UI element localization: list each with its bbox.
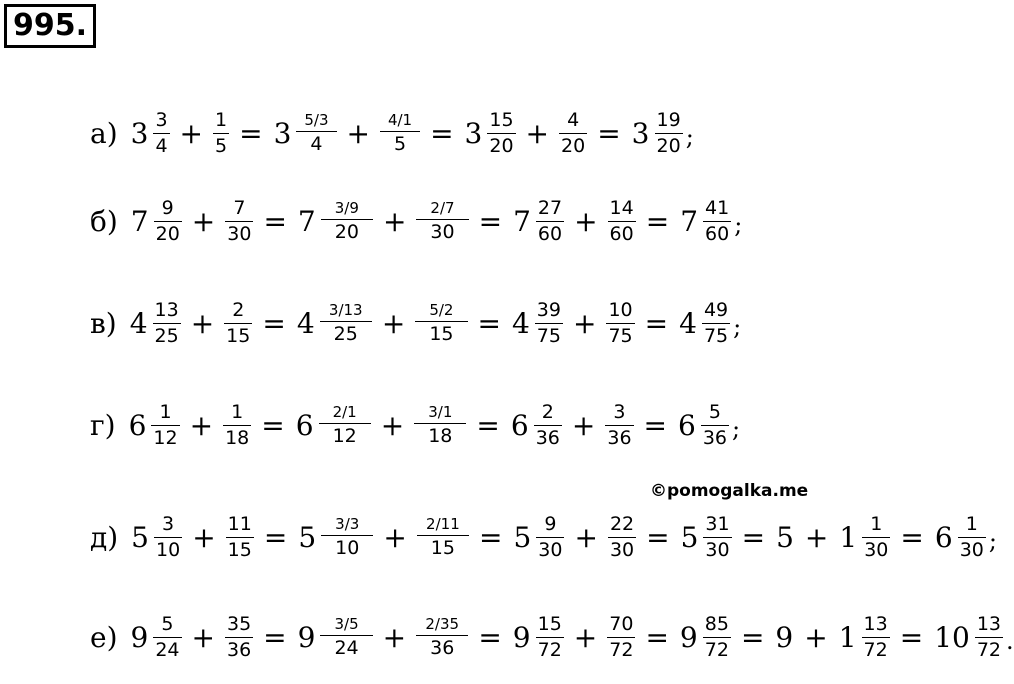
whole-number: 6 — [510, 408, 529, 442]
fraction-with-multiplier — [416, 200, 468, 242]
numerator: 2 — [232, 299, 245, 321]
denominator: 30 — [538, 538, 563, 561]
denominator: 25 — [154, 324, 179, 347]
numerator: 70 — [609, 613, 634, 635]
operator: = — [645, 620, 669, 654]
operator: + — [191, 204, 216, 238]
fraction — [862, 614, 890, 661]
operator: = — [430, 116, 454, 150]
whole-number: 1 — [839, 520, 858, 554]
operator: = — [262, 306, 286, 340]
fraction-with-multiplier — [320, 302, 372, 344]
fraction-with-multiplier — [321, 516, 373, 558]
fraction — [213, 110, 229, 157]
fraction — [559, 110, 587, 157]
whole-number: 7 — [680, 204, 699, 238]
numerator: 1 — [231, 401, 244, 423]
denominator: 18 — [225, 426, 250, 449]
whole-number: 5 — [131, 520, 149, 554]
fraction — [608, 514, 636, 561]
denominator: 30 — [705, 538, 730, 561]
numerator: 49 — [703, 299, 729, 321]
fraction-with-multiplier — [321, 200, 373, 242]
whole-number: 9 — [297, 620, 316, 654]
numerator: 5 — [161, 613, 174, 635]
multiplier-hint: 5/3 — [304, 111, 329, 130]
multiplier-hint: 2/7 — [430, 199, 455, 218]
numerator: 1 — [159, 401, 172, 423]
equation-row-a — [90, 110, 694, 157]
denominator: 60 — [705, 222, 730, 245]
operator: + — [192, 520, 216, 554]
watermark: ©pomogalka.me — [650, 481, 809, 501]
multiplier-hint: 3/1 — [428, 403, 453, 422]
numerator: 19 — [656, 109, 681, 131]
denominator: 75 — [536, 324, 561, 347]
denominator: 36 — [702, 426, 728, 449]
denominator: 15 — [415, 321, 467, 345]
row-label: г) — [90, 408, 116, 442]
fraction — [608, 198, 636, 245]
fraction-with-multiplier — [320, 616, 372, 658]
operator: = — [239, 116, 263, 150]
denominator: 75 — [608, 324, 633, 347]
fraction-with-multiplier — [319, 404, 371, 446]
whole-number: 9 — [679, 620, 698, 654]
denominator: 72 — [609, 638, 634, 661]
whole-number: 6 — [295, 408, 314, 442]
fraction-with-multiplier — [380, 112, 420, 154]
whole-number: 3 — [273, 116, 292, 150]
numerator: 4 — [567, 109, 580, 131]
end-punctuation: . — [1006, 626, 1014, 655]
whole-number: 9 — [130, 620, 149, 654]
whole-number: 7 — [130, 204, 149, 238]
row-label: б) — [90, 204, 118, 238]
denominator: 20 — [656, 134, 681, 157]
denominator: 60 — [609, 222, 634, 245]
fraction — [703, 514, 731, 561]
numerator: 10 — [608, 299, 633, 321]
fraction — [153, 110, 169, 157]
whole-number: 6 — [128, 408, 147, 442]
operator: = — [645, 204, 670, 238]
operator: = — [263, 620, 287, 654]
operator: = — [263, 204, 287, 238]
whole-number: 3 — [130, 116, 149, 150]
whole-number: 3 — [631, 116, 650, 150]
operator: = — [644, 306, 669, 340]
multiplier-hint: 4/1 — [387, 111, 413, 130]
whole-number: 5 — [776, 520, 794, 554]
denominator: 20 — [155, 222, 180, 245]
denominator: 30 — [959, 538, 984, 561]
denominator: 10 — [321, 535, 373, 559]
denominator: 60 — [537, 222, 563, 245]
operator: = — [478, 520, 503, 554]
fraction-with-multiplier — [417, 516, 469, 558]
numerator: 31 — [705, 513, 730, 535]
numerator: 3 — [613, 401, 626, 423]
whole-number: 4 — [511, 306, 530, 340]
denominator: 36 — [607, 426, 632, 449]
operator: + — [190, 306, 215, 340]
operator: = — [477, 306, 501, 340]
numerator: 27 — [537, 197, 563, 219]
denominator: 30 — [227, 222, 252, 245]
operator: + — [573, 620, 598, 654]
operator: = — [476, 408, 500, 442]
operator: + — [346, 116, 370, 150]
end-punctuation: ; — [734, 210, 743, 239]
whole-number: 6 — [678, 408, 696, 442]
denominator: 75 — [703, 324, 729, 347]
operator: + — [525, 116, 550, 150]
whole-number: 9 — [775, 620, 794, 654]
fraction — [702, 300, 730, 347]
multiplier-hint: 3/13 — [328, 301, 363, 320]
numerator: 13 — [863, 613, 888, 635]
end-punctuation: ; — [733, 312, 742, 341]
denominator: 72 — [976, 638, 1002, 661]
fraction — [224, 300, 252, 347]
operator: + — [804, 520, 829, 554]
end-punctuation: ; — [732, 414, 741, 443]
numerator: 1 — [870, 513, 883, 535]
exercise-number-badge: 995. — [4, 4, 96, 48]
operator: + — [382, 204, 407, 238]
denominator: 30 — [864, 538, 889, 561]
denominator: 5 — [215, 134, 228, 157]
denominator: 18 — [414, 423, 466, 447]
operator: + — [574, 520, 598, 554]
operator: = — [900, 520, 924, 554]
equation-row-d — [90, 514, 997, 561]
fraction — [606, 300, 634, 347]
numerator: 22 — [609, 513, 635, 535]
numerator: 2 — [541, 401, 554, 423]
equation-row-v — [90, 300, 741, 347]
fraction — [975, 614, 1003, 661]
numerator: 1 — [215, 109, 228, 131]
numerator: 15 — [537, 613, 562, 635]
fraction — [605, 402, 633, 449]
fraction — [535, 300, 563, 347]
fraction — [701, 402, 729, 449]
whole-number: 9 — [512, 620, 531, 654]
multiplier-hint: 3/3 — [335, 515, 360, 534]
numerator: 7 — [233, 197, 246, 219]
fraction-with-multiplier — [415, 302, 467, 344]
row-label: а) — [90, 116, 118, 150]
whole-number: 10 — [934, 620, 970, 654]
denominator: 20 — [489, 134, 514, 157]
multiplier-hint: 5/2 — [429, 301, 454, 320]
fraction — [151, 402, 179, 449]
operator: = — [643, 408, 668, 442]
denominator: 30 — [609, 538, 635, 561]
whole-number: 3 — [464, 116, 483, 150]
denominator: 5 — [380, 131, 420, 155]
denominator: 24 — [320, 635, 372, 659]
denominator: 36 — [416, 635, 468, 659]
fraction — [153, 614, 181, 661]
row-label: в) — [90, 306, 117, 340]
multiplier-hint: 2/11 — [426, 515, 460, 534]
whole-number: 4 — [679, 306, 697, 340]
end-punctuation: ; — [988, 526, 997, 555]
numerator: 9 — [161, 197, 174, 219]
denominator: 72 — [863, 638, 888, 661]
multiplier-hint: 3/9 — [334, 199, 359, 218]
numerator: 14 — [609, 197, 634, 219]
fraction — [223, 402, 251, 449]
numerator: 3 — [155, 109, 168, 131]
denominator: 30 — [416, 219, 468, 243]
numerator: 85 — [704, 613, 729, 635]
fraction — [958, 514, 986, 561]
whole-number: 7 — [297, 204, 316, 238]
denominator: 15 — [226, 324, 251, 347]
operator: + — [380, 408, 405, 442]
numerator: 13 — [154, 299, 179, 321]
operator: + — [571, 408, 596, 442]
denominator: 4 — [296, 131, 336, 155]
numerator: 35 — [226, 613, 252, 635]
whole-number: 5 — [680, 520, 699, 554]
numerator: 13 — [976, 613, 1002, 635]
multiplier-hint: 2/35 — [425, 615, 460, 634]
fraction — [153, 300, 181, 347]
denominator: 36 — [535, 426, 560, 449]
denominator: 12 — [153, 426, 178, 449]
multiplier-hint: 2/1 — [332, 403, 357, 422]
operator: = — [478, 204, 503, 238]
operator: = — [741, 520, 766, 554]
fraction — [703, 198, 731, 245]
denominator: 25 — [320, 321, 372, 345]
whole-number: 4 — [296, 306, 315, 340]
fraction-with-multiplier — [416, 616, 468, 658]
numerator: 11 — [227, 513, 252, 535]
whole-number: 1 — [838, 620, 857, 654]
operator: = — [740, 620, 765, 654]
denominator: 15 — [417, 535, 469, 559]
fraction — [534, 402, 562, 449]
operator: + — [382, 620, 407, 654]
equation-row-e — [90, 614, 1014, 661]
operator: + — [179, 116, 204, 150]
equation-row-b — [90, 198, 742, 245]
operator: = — [597, 116, 621, 150]
numerator: 5 — [708, 401, 721, 423]
numerator: 1 — [965, 513, 978, 535]
row-label: д) — [90, 520, 119, 554]
fraction — [607, 614, 635, 661]
numerator: 15 — [489, 109, 514, 131]
fraction — [536, 614, 564, 661]
fraction — [225, 614, 253, 661]
numerator: 3 — [162, 513, 175, 535]
operator: + — [383, 520, 407, 554]
operator: + — [381, 306, 406, 340]
multiplier-hint: 3/5 — [334, 615, 359, 634]
operator: = — [646, 520, 670, 554]
operator: = — [261, 408, 285, 442]
denominator: 20 — [561, 134, 586, 157]
whole-number: 5 — [298, 520, 317, 554]
row-label: е) — [90, 620, 118, 654]
numerator: 9 — [544, 513, 557, 535]
denominator: 20 — [321, 219, 373, 243]
operator: + — [572, 306, 597, 340]
denominator: 72 — [704, 638, 729, 661]
equation-row-g — [90, 402, 740, 449]
denominator: 12 — [319, 423, 371, 447]
operator: + — [574, 204, 598, 238]
fraction-with-multiplier — [296, 112, 336, 154]
operator: = — [899, 620, 924, 654]
denominator: 15 — [227, 538, 252, 561]
fraction — [154, 514, 182, 561]
whole-number: 5 — [513, 520, 532, 554]
operator: + — [189, 408, 214, 442]
denominator: 24 — [155, 638, 180, 661]
fraction — [536, 198, 564, 245]
operator: + — [191, 620, 215, 654]
whole-number: 7 — [513, 204, 531, 238]
whole-number: 6 — [934, 520, 953, 554]
fraction — [655, 110, 683, 157]
operator: + — [804, 620, 828, 654]
fraction — [487, 110, 515, 157]
operator: = — [478, 620, 502, 654]
fraction — [154, 198, 182, 245]
whole-number: 4 — [129, 306, 148, 340]
operator: = — [263, 520, 288, 554]
fraction — [536, 514, 564, 561]
fraction-with-multiplier — [414, 404, 466, 446]
end-punctuation: ; — [685, 122, 694, 151]
denominator: 36 — [226, 638, 252, 661]
fraction — [862, 514, 890, 561]
numerator: 39 — [536, 299, 561, 321]
fraction — [226, 514, 254, 561]
denominator: 4 — [155, 134, 168, 157]
numerator: 41 — [705, 197, 730, 219]
denominator: 72 — [537, 638, 562, 661]
fraction — [703, 614, 731, 661]
denominator: 10 — [156, 538, 181, 561]
fraction — [225, 198, 253, 245]
